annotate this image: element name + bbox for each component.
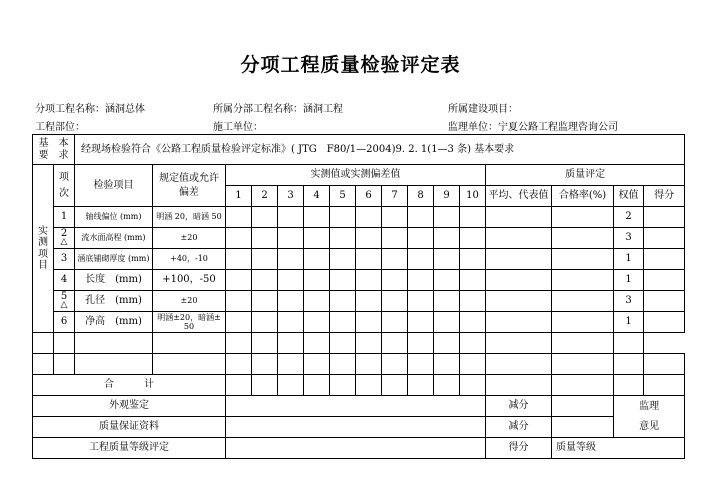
table-row (33, 291, 685, 312)
weight-header: 权值 (614, 186, 644, 207)
quality-docs-label: 质量保证资料 (33, 417, 226, 438)
division-field (213, 100, 343, 115)
row-no: 2 △ (54, 228, 75, 249)
site-field (35, 118, 85, 133)
subproject-field (35, 100, 145, 115)
grade-eval-label: 工程质量等级评定 (33, 438, 226, 459)
pass-rate-header: 合格率(%) (552, 186, 614, 207)
measure-col-header: 8 (408, 186, 434, 207)
row-weight: 1 (614, 249, 644, 270)
row-no: 3 (54, 249, 75, 270)
grade-eval-value (226, 438, 486, 459)
measure-col-header: 9 (434, 186, 460, 207)
division-label: 所属分部工程名称： (213, 104, 303, 115)
construction-project-label: 所属建设项目： (448, 104, 518, 115)
row-weight: 1 (614, 270, 644, 291)
measure-col-header: 7 (382, 186, 408, 207)
side-label: 实 测 项 目 (33, 165, 54, 333)
supervisor-label: 监理单位： (448, 122, 498, 133)
basic-requirements-row (33, 135, 685, 165)
row-weight: 2 (614, 207, 644, 228)
row-no: 5 △ (54, 291, 75, 312)
measure-col-header: 5 (330, 186, 356, 207)
deduct-value (552, 417, 614, 438)
total-label: 合 计 (33, 375, 226, 396)
contractor-field (213, 118, 263, 133)
row-weight: 3 (614, 291, 644, 312)
supervisor-field (448, 118, 618, 133)
measure-col-header: 1 (226, 186, 252, 207)
deduct-value (552, 396, 614, 417)
quality-docs-value (226, 417, 486, 438)
score-label: 得分 (486, 438, 552, 459)
table-row (33, 249, 685, 270)
construction-project-field (448, 100, 518, 115)
basic-requirements-text: 经现场检验符合《公路工程质量检验评定标准》( JTG F80/1—2004)9. 2. 1(1—3 条) 基本要求 (75, 135, 685, 165)
basic-requirements-label: 基 本 要 求 (33, 135, 75, 165)
item-no-header: 项 次 (54, 165, 75, 207)
measure-col-header: 10 (460, 186, 486, 207)
supervisor-value: 宁夏公路工程监理咨询公司 (498, 122, 618, 133)
row-spec: ±20 (153, 228, 226, 249)
score-header: 得分 (644, 186, 685, 207)
header-row-1 (33, 165, 685, 186)
row-spec: +100，-50 (153, 270, 226, 291)
table-row (33, 270, 685, 291)
row-item: 涵底铺砌厚度 (mm) (75, 249, 153, 270)
row-spec: +40，-10 (153, 249, 226, 270)
table-row (33, 354, 685, 375)
supervision-opinion-label: 监理 意见 (614, 396, 685, 438)
subproject-label: 分项工程名称： (35, 104, 105, 115)
row-item: 净高 (mm) (75, 312, 153, 333)
row-spec: ±20 (153, 291, 226, 312)
row-weight: 3 (614, 228, 644, 249)
row-item: 孔径 (mm) (75, 291, 153, 312)
measure-col-header: 3 (278, 186, 304, 207)
measured-header: 实测值或实测偏差值 (226, 165, 486, 186)
table-row (33, 228, 685, 249)
appearance-row (33, 396, 685, 417)
inspection-table (32, 134, 685, 459)
row-no: 6 (54, 312, 75, 333)
row-no: 1 (54, 207, 75, 228)
key-item-triangle-icon: △ (60, 300, 68, 310)
row-no: 4 (54, 270, 75, 291)
avg-header: 平均、代表值 (486, 186, 552, 207)
page-title: 分项工程质量检验评定表 (240, 54, 461, 76)
check-item-header: 检验项目 (75, 165, 153, 207)
row-item: 轴线偏位 (mm) (75, 207, 153, 228)
site-label: 工程部位： (35, 122, 85, 133)
division-value: 涵洞工程 (303, 104, 343, 115)
measure-col-header: 2 (252, 186, 278, 207)
key-item-triangle-icon: △ (60, 237, 68, 247)
appearance-label: 外观鉴定 (33, 396, 226, 417)
deduct-label: 减分 (486, 417, 552, 438)
table-row (33, 312, 685, 333)
row-item: 流水面高程 (mm) (75, 228, 153, 249)
subproject-value: 涵洞总体 (105, 104, 145, 115)
grade-label: 质量等级 (552, 438, 685, 459)
row-spec: 明涵 20，暗涵 50 (153, 207, 226, 228)
deduct-label: 减分 (486, 396, 552, 417)
row-spec: 明涵±20，暗涵± 50 (153, 312, 226, 333)
total-row (33, 375, 685, 396)
appearance-value (226, 396, 486, 417)
contractor-label: 施工单位： (213, 122, 263, 133)
table-row (33, 333, 685, 354)
grade-eval-row (33, 438, 685, 459)
measure-col-header: 4 (304, 186, 330, 207)
quality-eval-header: 质量评定 (486, 165, 685, 186)
quality-docs-row (33, 417, 685, 438)
spec-header: 规定值或允许 偏差 (153, 165, 226, 207)
row-item: 长度 (mm) (75, 270, 153, 291)
table-row (33, 207, 685, 228)
measure-col-header: 6 (356, 186, 382, 207)
row-weight: 1 (614, 312, 644, 333)
